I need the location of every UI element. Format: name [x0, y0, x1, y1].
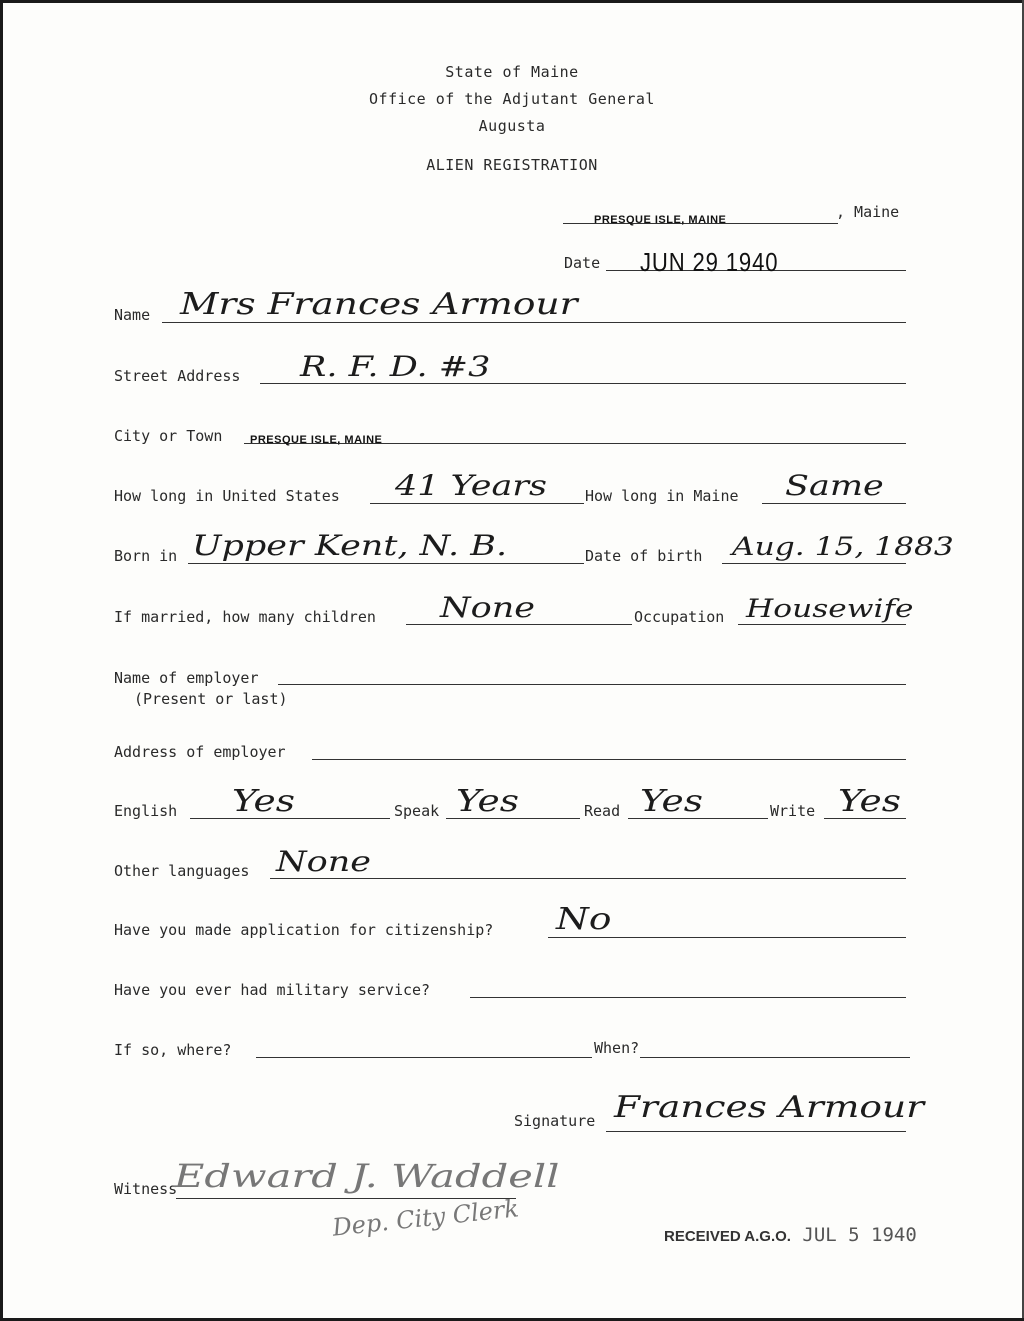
employer-name-line [278, 684, 906, 685]
occupation-value: Housewife [746, 594, 914, 623]
form-title: ALIEN REGISTRATION [426, 156, 598, 174]
read-label: Read [584, 802, 621, 820]
received-stamp [664, 1226, 917, 1245]
employer-address-label: Address of employer [114, 743, 286, 761]
citizenship-value: No [556, 902, 612, 937]
children-label: If married, how many children [114, 608, 376, 626]
how-long-maine-value: Same [785, 469, 884, 502]
speak-label: Speak [394, 802, 440, 820]
born-in-label: Born in [114, 547, 178, 565]
military-label: Have you ever had military service? [114, 981, 431, 999]
other-languages-line [270, 878, 906, 879]
employer-name-label: Name of employer [114, 669, 259, 687]
employer-address-line [312, 759, 906, 760]
other-languages-label: Other languages [114, 862, 250, 880]
date-label: Date [564, 254, 601, 272]
english-label: English [114, 802, 178, 820]
born-in-value: Upper Kent, N. B. [192, 529, 508, 562]
how-long-us-label: How long in United States [114, 487, 340, 505]
read-value: Yes [640, 784, 703, 819]
write-value: Yes [838, 784, 901, 819]
street-line [260, 383, 906, 384]
born-in-line [188, 563, 584, 564]
city-stamp: PRESQUE ISLE, MAINE [250, 434, 383, 446]
where-line [256, 1057, 592, 1058]
name-label: Name [114, 306, 151, 324]
how-long-maine-label: How long in Maine [585, 487, 739, 505]
witness-label: Witness [114, 1180, 178, 1198]
date-of-birth-value: Aug. 15, 1883 [732, 532, 954, 561]
when-line [640, 1057, 910, 1058]
signature-value: Frances Armour [614, 1090, 925, 1125]
received-stamp-date: JUL 5 1940 [802, 1224, 917, 1246]
street-label: Street Address [114, 367, 241, 385]
place-suffix: , Maine [836, 203, 900, 221]
date-stamp: JUN 29 1940 [640, 247, 779, 277]
english-value: Yes [232, 784, 295, 819]
scan-border-top [0, 0, 1024, 3]
place-stamp: PRESQUE ISLE, MAINE [594, 214, 727, 226]
witness-title: Dep. City Clerk [331, 1194, 521, 1242]
received-stamp-label: RECEIVED A.G.O. [664, 1228, 791, 1245]
occupation-line [738, 624, 906, 625]
name-value: Mrs Frances Armour [180, 287, 578, 322]
occupation-label: Occupation [634, 608, 725, 626]
children-line [406, 624, 632, 625]
header-city: Augusta [478, 117, 546, 135]
write-label: Write [770, 802, 816, 820]
signature-line [606, 1131, 906, 1132]
date-of-birth-line [722, 563, 906, 564]
when-label: When? [594, 1039, 640, 1057]
header-state: State of Maine [445, 63, 579, 81]
other-languages-value: None [276, 845, 371, 878]
name-line [162, 322, 906, 323]
header-office: Office of the Adjutant General [369, 90, 655, 108]
citizenship-label: Have you made application for citizenship? [114, 921, 494, 939]
where-label: If so, where? [114, 1041, 232, 1059]
citizenship-line [548, 937, 906, 938]
street-value: R. F. D. #3 [300, 350, 491, 383]
employer-name-sublabel: (Present or last) [134, 690, 288, 708]
how-long-maine-line [762, 503, 906, 504]
how-long-us-line [370, 503, 584, 504]
military-line [470, 997, 906, 998]
witness-signature: Edward J. Waddell [174, 1157, 560, 1195]
speak-value: Yes [456, 784, 519, 819]
city-label: City or Town [114, 427, 223, 445]
children-value: None [440, 591, 535, 624]
signature-label: Signature [514, 1112, 596, 1130]
date-of-birth-label: Date of birth [585, 547, 703, 565]
scan-border-left [0, 0, 3, 1321]
how-long-us-value: 41 Years [395, 469, 548, 502]
